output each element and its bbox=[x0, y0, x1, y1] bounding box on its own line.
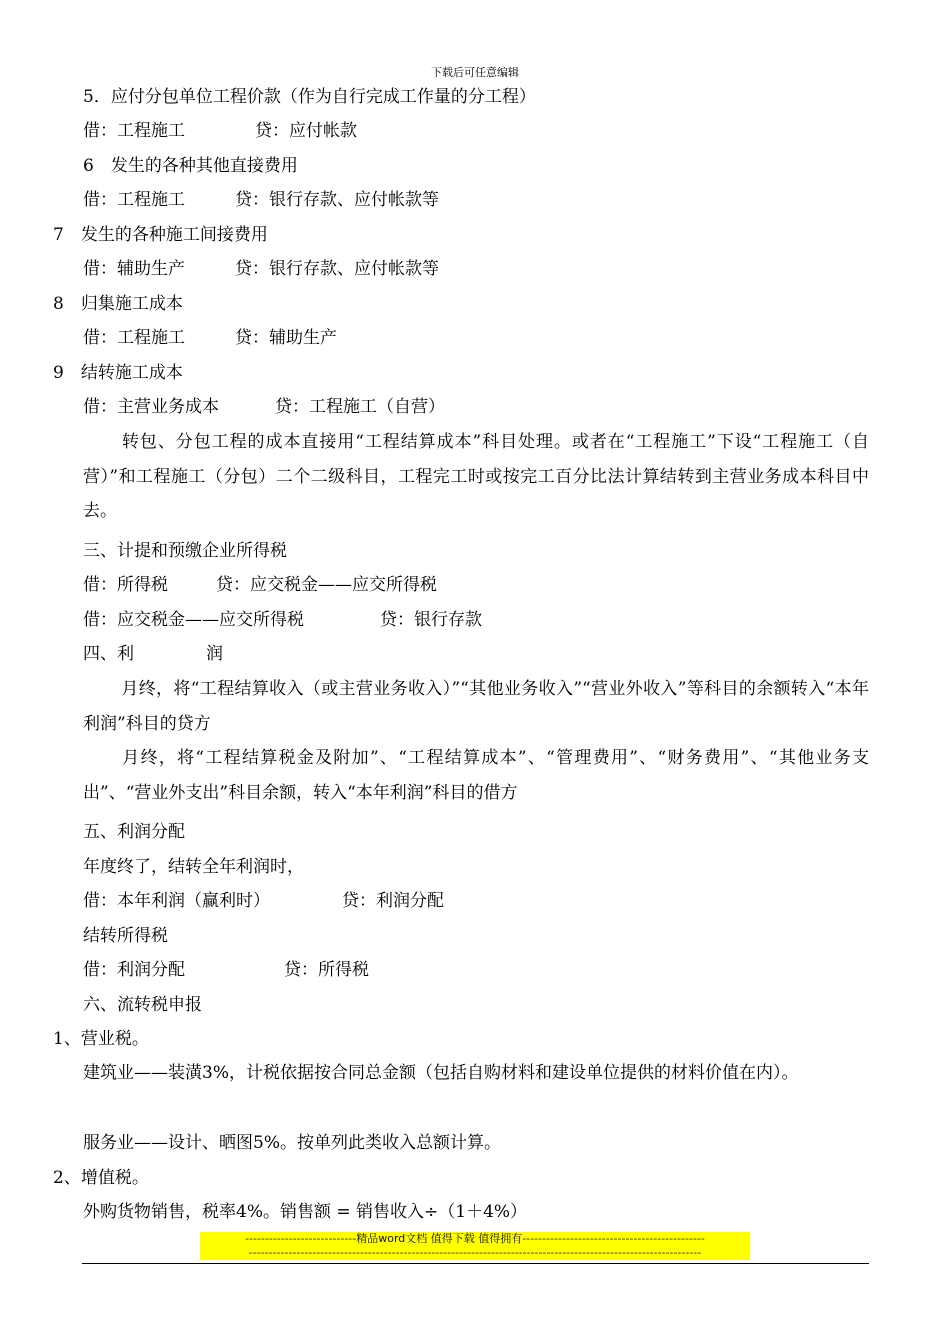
subcontract-paragraph bbox=[83, 425, 869, 529]
section-4-paragraph-1-text: 月终，将“工程结算收入（或主营业务收入）”“其他业务收入”“营业外收入”等科目的余额转入“本年利润”科目的贷方 bbox=[83, 679, 869, 734]
section-6-item-1-service: 服务业——设计、晒图5%。按单列此类收入总额计算。 bbox=[83, 1133, 501, 1153]
footer-banner-row-1 bbox=[200, 1232, 750, 1246]
entry-9-debit: 借：主营业务成本 bbox=[83, 397, 219, 417]
section-4-title-b: 润 bbox=[206, 644, 223, 664]
section-5-line-1: 年度终了，结转全年利润时， bbox=[83, 857, 304, 877]
section-6-item-2-text: 外购货物销售，税率4%。销售额 = 销售收入÷（1＋4%） bbox=[83, 1202, 528, 1222]
entry-6-title: 6 发生的各种其他直接费用 bbox=[83, 156, 298, 176]
section-4-paragraph-2-text: 月终，将“工程结算税金及附加”、“工程结算成本”、“管理费用”、“财务费用”、“其他业务支出”、“营业外支出”科目余额，转入“本年利润”科目的借方 bbox=[83, 748, 869, 803]
section-3-debit-1: 借：所得税 bbox=[83, 575, 168, 595]
footer-banner-text: 精品word文档 值得下载 值得拥有 bbox=[356, 1232, 523, 1245]
subcontract-paragraph-text: 转包、分包工程的成本直接用“工程结算成本”科目处理。或者在“工程施工”下设“工程施工（自营）”和工程施工（分包）二个二级科目，工程完工时或按完工百分比法计算结转到主营业务成本科目中去。 bbox=[83, 432, 869, 521]
section-5-title: 五、利润分配 bbox=[83, 822, 185, 842]
section-6-item-2: 2、增值税。 bbox=[53, 1168, 149, 1188]
section-4-paragraph-1 bbox=[83, 672, 869, 741]
section-3-credit-2: 贷：银行存款 bbox=[380, 610, 482, 630]
entry-8-debit: 借：工程施工 bbox=[83, 328, 185, 348]
section-5-debit-1: 借：本年利润（赢利时） bbox=[83, 891, 270, 911]
section-3-title: 三、计提和预缴企业所得税 bbox=[83, 541, 287, 561]
section-3-credit-1: 贷：应交税金——应交所得税 bbox=[216, 575, 437, 595]
entry-6-debit: 借：工程施工 bbox=[83, 190, 185, 210]
section-5-debit-2: 借：利润分配 bbox=[83, 960, 185, 980]
entry-6-credit: 贷：银行存款、应付帐款等 bbox=[235, 190, 439, 210]
section-6-item-1-paragraph: 建筑业——装潢3%，计税依据按合同总金额（包括自购材料和建设单位提供的材料价值在内）。 bbox=[83, 1063, 799, 1083]
footer-dashes-right: ---------------------------------------------- bbox=[522, 1232, 705, 1245]
entry-7-credit: 贷：银行存款、应付帐款等 bbox=[235, 259, 439, 279]
section-4-paragraph-2 bbox=[83, 741, 869, 810]
footer-dashes-left: ---------------------------- bbox=[245, 1232, 357, 1245]
section-6-item-1: 1、营业税。 bbox=[53, 1029, 149, 1049]
footer-banner-row-2: ------------------------------------------------------------------------------------------------------------------ bbox=[248, 1246, 702, 1259]
footer-banner bbox=[200, 1232, 750, 1260]
entry-9-credit: 贷：工程施工（自营） bbox=[275, 397, 445, 417]
section-5-line-3: 结转所得税 bbox=[83, 926, 168, 946]
section-6-title: 六、流转税申报 bbox=[83, 995, 202, 1015]
section-4-title-a: 四、利 bbox=[83, 644, 134, 664]
entry-7-title: 7 发生的各种施工间接费用 bbox=[53, 225, 268, 245]
entry-5-debit: 借：工程施工 bbox=[83, 121, 185, 141]
entry-8-credit: 贷：辅助生产 bbox=[235, 328, 337, 348]
section-5-credit-1: 贷：利润分配 bbox=[342, 891, 444, 911]
entry-8-title: 8 归集施工成本 bbox=[53, 294, 183, 314]
entry-9-title: 9 结转施工成本 bbox=[53, 363, 183, 383]
footer-divider bbox=[82, 1263, 869, 1264]
entry-5-credit: 贷：应付帐款 bbox=[255, 121, 357, 141]
section-3-debit-2: 借：应交税金——应交所得税 bbox=[83, 610, 304, 630]
header-note: 下载后可任意编辑 bbox=[431, 66, 519, 79]
entry-5-title: 5．应付分包单位工程价款（作为自行完成工作量的分工程） bbox=[83, 87, 536, 107]
section-5-credit-2: 贷：所得税 bbox=[284, 960, 369, 980]
entry-7-debit: 借：辅助生产 bbox=[83, 259, 185, 279]
